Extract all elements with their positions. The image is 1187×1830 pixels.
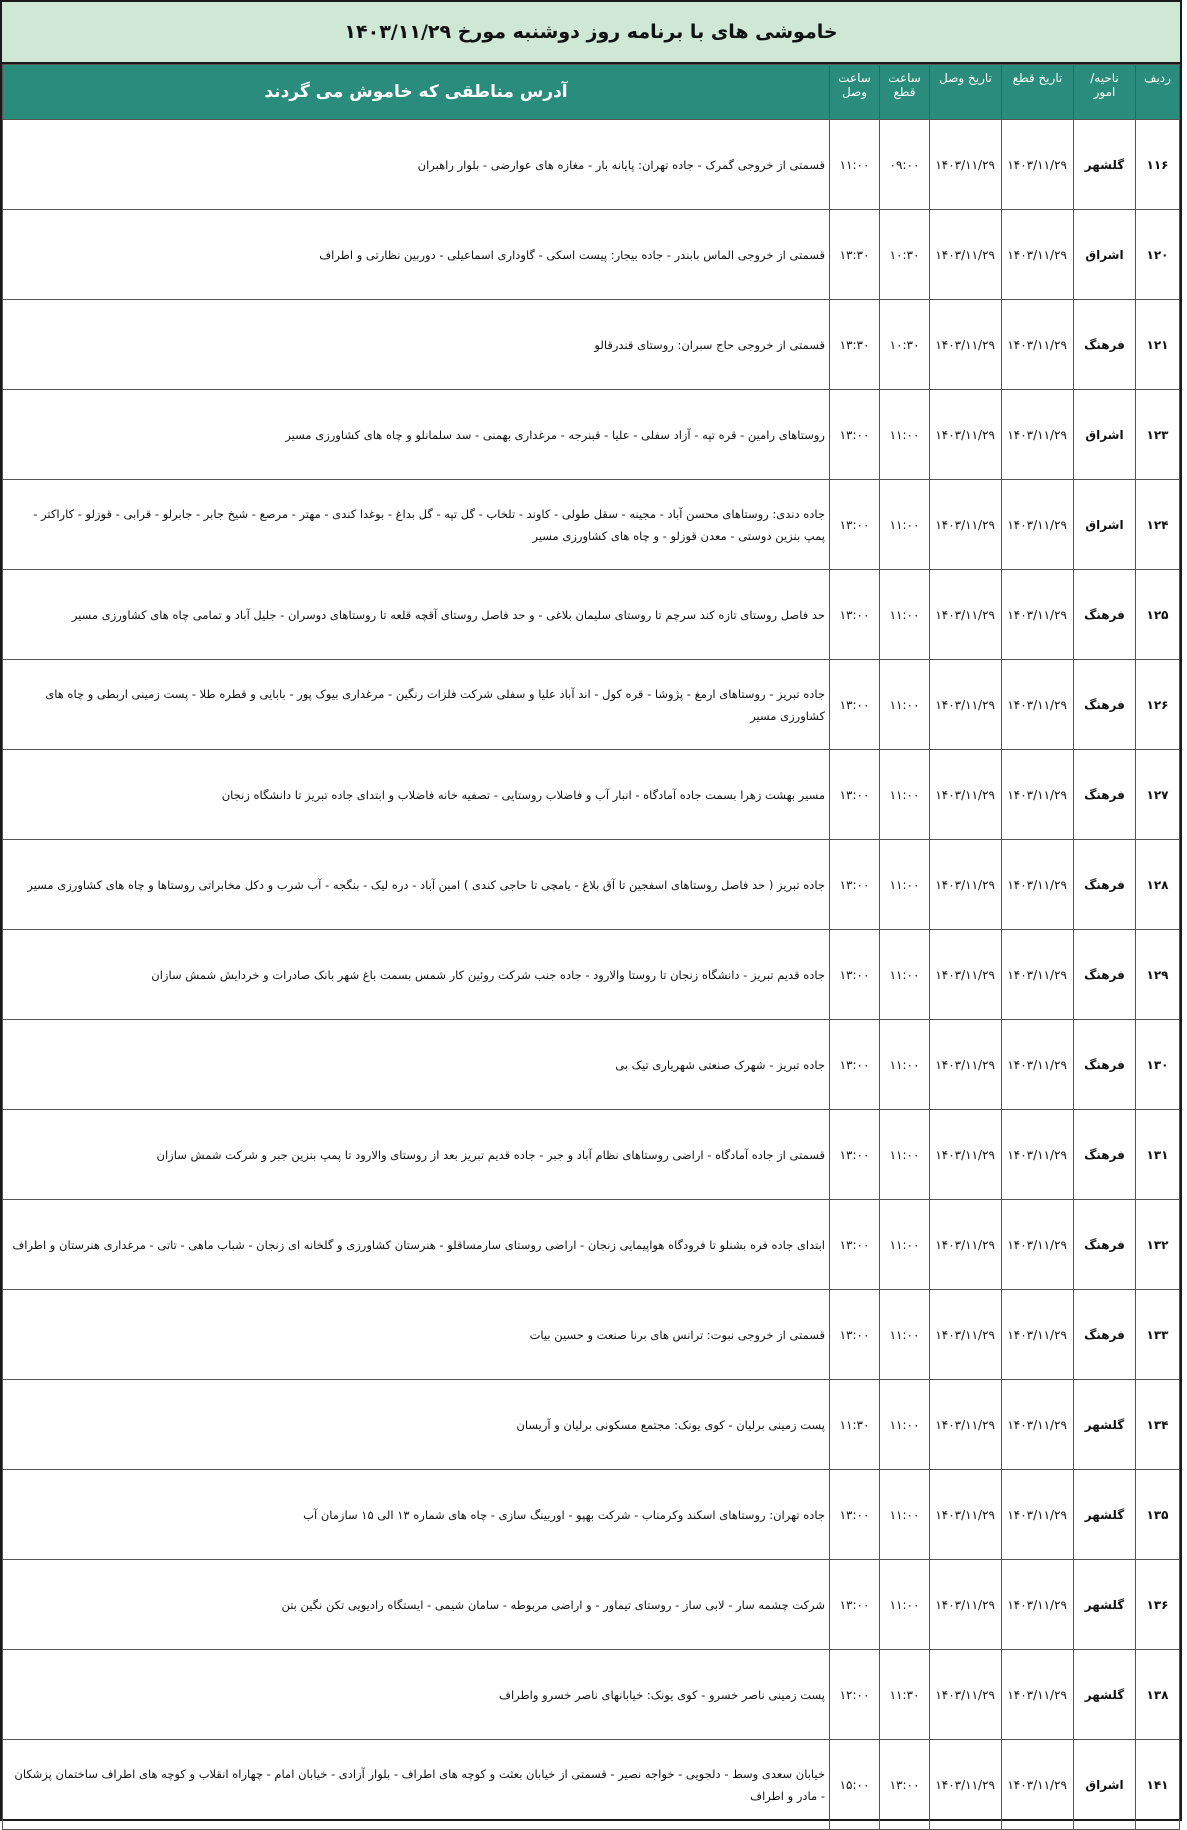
header-address: آدرس مناطقی که خاموش می گردند — [3, 65, 830, 120]
cell-area: گلشهر — [1074, 1560, 1136, 1650]
cell-cut-date: ۱۴۰۳/۱۱/۲۹ — [1002, 480, 1074, 570]
cell-restore-time: ۱۳:۰۰ — [830, 1110, 880, 1200]
cell-area: گلشهر — [1074, 1380, 1136, 1470]
cell-restore-date: ۱۴۰۳/۱۱/۲۹ — [930, 1290, 1002, 1380]
cell-restore-time: ۱۵:۰۰ — [830, 1740, 880, 1830]
cell-area: فرهنگ — [1074, 570, 1136, 660]
cell-restore-time: ۱۳:۰۰ — [830, 1560, 880, 1650]
cell-cut-time: ۱۱:۰۰ — [880, 1200, 930, 1290]
cell-restore-date: ۱۴۰۳/۱۱/۲۹ — [930, 750, 1002, 840]
cell-area: گلشهر — [1074, 1470, 1136, 1560]
cell-restore-date: ۱۴۰۳/۱۱/۲۹ — [930, 1200, 1002, 1290]
cell-address: حد فاصل روستای تازه کند سرچم تا روستای سلیمان بلاغی - و حد فاصل روستای آقچه قلعه تا روستاهای دوسران - جلیل آباد و تمامی چاه های کشاورزی مسیر — [3, 570, 830, 660]
cell-area: فرهنگ — [1074, 1290, 1136, 1380]
cell-cut-date: ۱۴۰۳/۱۱/۲۹ — [1002, 1290, 1074, 1380]
table-header-row — [3, 65, 1180, 120]
table-row — [3, 1650, 1180, 1740]
cell-address: مسیر بهشت زهرا بسمت جاده آمادگاه - انبار آب و فاضلاب روستایی - تصفیه خانه فاضلاب و ابتدای جاده تبریز تا دانشگاه زنجان — [3, 750, 830, 840]
table-row — [3, 570, 1180, 660]
cell-area: فرهنگ — [1074, 660, 1136, 750]
table-row — [3, 1470, 1180, 1560]
cell-cut-date: ۱۴۰۳/۱۱/۲۹ — [1002, 1560, 1074, 1650]
table-row — [3, 1110, 1180, 1200]
cell-restore-date: ۱۴۰۳/۱۱/۲۹ — [930, 1110, 1002, 1200]
cell-restore-date: ۱۴۰۳/۱۱/۲۹ — [930, 1560, 1002, 1650]
cell-area: اشراق — [1074, 1740, 1136, 1830]
table-row — [3, 1740, 1180, 1830]
cell-row-number: ۱۳۴ — [1136, 1380, 1180, 1470]
cell-cut-date: ۱۴۰۳/۱۱/۲۹ — [1002, 1650, 1074, 1740]
table-row — [3, 300, 1180, 390]
cell-cut-date: ۱۴۰۳/۱۱/۲۹ — [1002, 570, 1074, 660]
cell-row-number: ۱۲۷ — [1136, 750, 1180, 840]
cell-address: جاده تبریز - شهرک صنعتی شهریاری تیک بی — [3, 1020, 830, 1110]
cell-area: گلشهر — [1074, 120, 1136, 210]
cell-row-number: ۱۳۳ — [1136, 1290, 1180, 1380]
cell-cut-time: ۱۱:۰۰ — [880, 390, 930, 480]
cell-cut-time: ۱۳:۰۰ — [880, 1740, 930, 1830]
cell-row-number: ۱۳۱ — [1136, 1110, 1180, 1200]
cell-cut-time: ۱۱:۰۰ — [880, 750, 930, 840]
table-row — [3, 660, 1180, 750]
cell-row-number: ۱۲۱ — [1136, 300, 1180, 390]
cell-cut-time: ۱۱:۰۰ — [880, 1380, 930, 1470]
cell-restore-date: ۱۴۰۳/۱۱/۲۹ — [930, 1380, 1002, 1470]
table-row — [3, 390, 1180, 480]
cell-area: فرهنگ — [1074, 1200, 1136, 1290]
cell-address: پست زمینی ناصر خسرو - کوی یونک: خیابانهای ناصر خسرو واطراف — [3, 1650, 830, 1740]
cell-cut-time: ۱۱:۰۰ — [880, 1110, 930, 1200]
cell-address: پست زمینی برلیان - کوی یونک: مجتمع مسکونی برلیان و آریسان — [3, 1380, 830, 1470]
cell-restore-date: ۱۴۰۳/۱۱/۲۹ — [930, 300, 1002, 390]
cell-address: خیابان سعدی وسط - دلجویی - خواجه نصیر - قسمتی از خیابان بعثت و کوچه های اطراف - بلوار آزادی - خیابان امام - چهاراه انقلاب و کوچه های اطراف ساختمان پزشکان - مادر و اطراف — [3, 1740, 830, 1830]
cell-area: گلشهر — [1074, 1650, 1136, 1740]
cell-restore-date: ۱۴۰۳/۱۱/۲۹ — [930, 1470, 1002, 1560]
cell-cut-date: ۱۴۰۳/۱۱/۲۹ — [1002, 1740, 1074, 1830]
cell-restore-date: ۱۴۰۳/۱۱/۲۹ — [930, 570, 1002, 660]
header-cut-date: تاریخ قطع — [1002, 65, 1074, 120]
cell-cut-date: ۱۴۰۳/۱۱/۲۹ — [1002, 210, 1074, 300]
outage-table — [2, 64, 1180, 1830]
cell-cut-date: ۱۴۰۳/۱۱/۲۹ — [1002, 660, 1074, 750]
cell-cut-time: ۱۱:۰۰ — [880, 1560, 930, 1650]
table-row — [3, 1380, 1180, 1470]
cell-address: جاده دندی: روستاهای محسن آباد - مجینه - سقل طولی - کاوند - تلخاب - گل تپه - گل بداغ - بوغدا کندی - مهتر - مرصع - شیخ جابر - جابرلو - قرابی - قوزلو - کاراکتر - پمپ بنزین دوستی - معدن قوزلو - و چاه های کشاورزی مسیر — [3, 480, 830, 570]
table-row — [3, 120, 1180, 210]
cell-address: قسمتی از خروجی حاج سبران: روستای قندرقالو — [3, 300, 830, 390]
cell-address: قسمتی از خروجی نبوت: ترانس های برنا صنعت و حسین بیات — [3, 1290, 830, 1380]
cell-row-number: ۱۲۴ — [1136, 480, 1180, 570]
cell-cut-time: ۱۱:۰۰ — [880, 1470, 930, 1560]
cell-row-number: ۱۱۶ — [1136, 120, 1180, 210]
table-row — [3, 1290, 1180, 1380]
cell-row-number: ۱۲۹ — [1136, 930, 1180, 1020]
cell-restore-date: ۱۴۰۳/۱۱/۲۹ — [930, 840, 1002, 930]
cell-row-number: ۱۳۵ — [1136, 1470, 1180, 1560]
cell-cut-time: ۱۰:۳۰ — [880, 210, 930, 300]
header-area: ناحیه/امور — [1074, 65, 1136, 120]
page-title: خاموشی های با برنامه روز دوشنبه مورخ ۱۴۰۳/۱۱/۲۹ — [2, 2, 1180, 64]
cell-cut-time: ۱۱:۰۰ — [880, 1290, 930, 1380]
cell-restore-time: ۱۱:۳۰ — [830, 1380, 880, 1470]
cell-address: قسمتی از جاده آمادگاه - اراضی روستاهای نظام آباد و جبر - جاده قدیم تبریز بعد از روستای والارود تا پمپ بنزین جبر و شرکت شمش سازان — [3, 1110, 830, 1200]
header-cut-time: ساعت قطع — [880, 65, 930, 120]
cell-cut-time: ۱۱:۰۰ — [880, 480, 930, 570]
cell-cut-date: ۱۴۰۳/۱۱/۲۹ — [1002, 300, 1074, 390]
cell-row-number: ۱۳۲ — [1136, 1200, 1180, 1290]
cell-cut-time: ۱۱:۰۰ — [880, 1020, 930, 1110]
cell-area: فرهنگ — [1074, 840, 1136, 930]
cell-restore-time: ۱۳:۰۰ — [830, 930, 880, 1020]
table-row — [3, 840, 1180, 930]
cell-area: فرهنگ — [1074, 1020, 1136, 1110]
cell-row-number: ۱۳۶ — [1136, 1560, 1180, 1650]
cell-cut-time: ۱۱:۰۰ — [880, 840, 930, 930]
header-restore-time: ساعت وصل — [830, 65, 880, 120]
cell-cut-date: ۱۴۰۳/۱۱/۲۹ — [1002, 750, 1074, 840]
cell-restore-time: ۱۳:۰۰ — [830, 840, 880, 930]
cell-row-number: ۱۲۶ — [1136, 660, 1180, 750]
table-row — [3, 480, 1180, 570]
cell-restore-time: ۱۳:۰۰ — [830, 570, 880, 660]
cell-restore-time: ۱۳:۰۰ — [830, 660, 880, 750]
cell-row-number: ۱۴۱ — [1136, 1740, 1180, 1830]
cell-address: جاده تبریز ( حد فاصل روستاهای اسفجین تا آق بلاغ - یامچی تا حاجی کندی ) امین آباد - دره لیک - بنگجه - آب شرب و دکل مخابراتی روستاها و چاه های کشاورزی مسیر — [3, 840, 830, 930]
cell-restore-time: ۱۳:۰۰ — [830, 480, 880, 570]
cell-cut-date: ۱۴۰۳/۱۱/۲۹ — [1002, 930, 1074, 1020]
cell-area: فرهنگ — [1074, 750, 1136, 840]
cell-cut-time: ۱۱:۰۰ — [880, 660, 930, 750]
table-row — [3, 1020, 1180, 1110]
cell-restore-time: ۱۳:۳۰ — [830, 300, 880, 390]
cell-cut-date: ۱۴۰۳/۱۱/۲۹ — [1002, 120, 1074, 210]
cell-restore-date: ۱۴۰۳/۱۱/۲۹ — [930, 930, 1002, 1020]
header-row-number: ردیف — [1136, 65, 1180, 120]
cell-address: قسمتی از خروجی گمرک - جاده تهران: پایانه بار - مغازه های عوارضی - بلوار راهبران — [3, 120, 830, 210]
cell-restore-date: ۱۴۰۳/۱۱/۲۹ — [930, 1740, 1002, 1830]
cell-cut-date: ۱۴۰۳/۱۱/۲۹ — [1002, 390, 1074, 480]
header-restore-date: تاریخ وصل — [930, 65, 1002, 120]
cell-address: جاده قدیم تبریز - دانشگاه زنجان تا روستا والارود - جاده جنب شرکت روئین کار شمس بسمت باغ شهر بانک صادرات و خردایش شمش سازان — [3, 930, 830, 1020]
cell-area: اشراق — [1074, 210, 1136, 300]
cell-cut-time: ۱۰:۳۰ — [880, 300, 930, 390]
cell-restore-time: ۱۳:۳۰ — [830, 210, 880, 300]
cell-restore-time: ۱۳:۰۰ — [830, 1290, 880, 1380]
cell-row-number: ۱۲۵ — [1136, 570, 1180, 660]
table-row — [3, 210, 1180, 300]
cell-restore-date: ۱۴۰۳/۱۱/۲۹ — [930, 1650, 1002, 1740]
cell-cut-date: ۱۴۰۳/۱۱/۲۹ — [1002, 1380, 1074, 1470]
cell-cut-time: ۱۱:۳۰ — [880, 1650, 930, 1740]
cell-cut-date: ۱۴۰۳/۱۱/۲۹ — [1002, 1470, 1074, 1560]
cell-restore-date: ۱۴۰۳/۱۱/۲۹ — [930, 1020, 1002, 1110]
cell-address: شرکت چشمه سار - لابی ساز - روستای تیماور - و اراضی مربوطه - سامان شیمی - ایستگاه رادیویی تکن نگین بتن — [3, 1560, 830, 1650]
cell-row-number: ۱۲۰ — [1136, 210, 1180, 300]
cell-address: روستاهای رامین - قره تپه - آزاد سفلی - علیا - قبنرجه - مرغداری بهمنی - سد سلمانلو و چاه های کشاورزی مسیر — [3, 390, 830, 480]
cell-cut-date: ۱۴۰۳/۱۱/۲۹ — [1002, 1200, 1074, 1290]
cell-restore-time: ۱۲:۰۰ — [830, 1650, 880, 1740]
table-row — [3, 1560, 1180, 1650]
cell-area: اشراق — [1074, 390, 1136, 480]
cell-address: جاده تهران: روستاهای اسکند وکرمناب - شرکت بهپو - اوربینگ سازی - چاه های شماره ۱۳ الی ۱۵ سازمان آب — [3, 1470, 830, 1560]
cell-address: جاده تبریز - روستاهای ارمغ - پژوشا - قره کول - اند آباد علیا و سفلی شرکت فلزات رنگین - مرغداری بیوک پور - بابایی و قطره طلا - پست زمینی اربطی و چاه های کشاورزی مسیر — [3, 660, 830, 750]
table-row — [3, 750, 1180, 840]
cell-restore-date: ۱۴۰۳/۱۱/۲۹ — [930, 120, 1002, 210]
cell-restore-date: ۱۴۰۳/۱۱/۲۹ — [930, 660, 1002, 750]
cell-area: فرهنگ — [1074, 1110, 1136, 1200]
cell-cut-time: ۰۹:۰۰ — [880, 120, 930, 210]
cell-cut-date: ۱۴۰۳/۱۱/۲۹ — [1002, 1020, 1074, 1110]
cell-restore-time: ۱۳:۰۰ — [830, 390, 880, 480]
cell-restore-date: ۱۴۰۳/۱۱/۲۹ — [930, 210, 1002, 300]
cell-row-number: ۱۳۸ — [1136, 1650, 1180, 1740]
cell-cut-date: ۱۴۰۳/۱۱/۲۹ — [1002, 1110, 1074, 1200]
cell-restore-time: ۱۳:۰۰ — [830, 1470, 880, 1560]
cell-row-number: ۱۲۸ — [1136, 840, 1180, 930]
cell-restore-time: ۱۱:۰۰ — [830, 120, 880, 210]
cell-area: فرهنگ — [1074, 930, 1136, 1020]
table-row — [3, 1200, 1180, 1290]
cell-restore-time: ۱۳:۰۰ — [830, 1020, 880, 1110]
cell-cut-time: ۱۱:۰۰ — [880, 930, 930, 1020]
cell-address: ابتدای جاده فره بشنلو تا فرودگاه هواپیمایی زنجان - اراضی روستای سارمساقلو - هنرستان کشاورزی و گلخانه ای زنجان - شباب ماهی - تاتی - مرغداری هنرستان و اطراف — [3, 1200, 830, 1290]
cell-restore-date: ۱۴۰۳/۱۱/۲۹ — [930, 480, 1002, 570]
cell-area: اشراق — [1074, 480, 1136, 570]
cell-row-number: ۱۳۰ — [1136, 1020, 1180, 1110]
cell-cut-time: ۱۱:۰۰ — [880, 570, 930, 660]
cell-restore-time: ۱۳:۰۰ — [830, 750, 880, 840]
cell-cut-date: ۱۴۰۳/۱۱/۲۹ — [1002, 840, 1074, 930]
table-row — [3, 930, 1180, 1020]
cell-restore-time: ۱۳:۰۰ — [830, 1200, 880, 1290]
cell-area: فرهنگ — [1074, 300, 1136, 390]
cell-restore-date: ۱۴۰۳/۱۱/۲۹ — [930, 390, 1002, 480]
cell-address: قسمتی از خروجی الماس بابندر - جاده بیجار: پیست اسکی - گاوداری اسماعیلی - دوربین نظارتی و اطراف — [3, 210, 830, 300]
cell-row-number: ۱۲۳ — [1136, 390, 1180, 480]
